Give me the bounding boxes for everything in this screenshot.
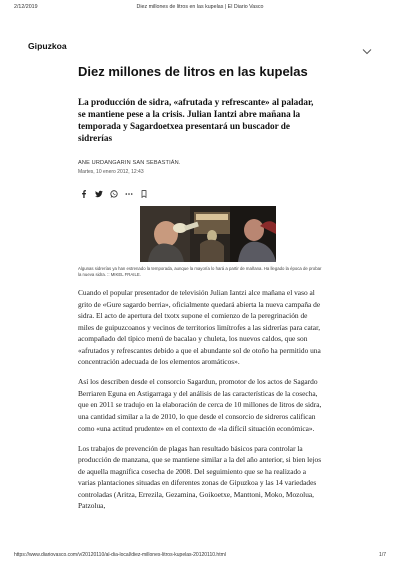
byline (78, 160, 318, 175)
print-url: https://www.diariovasco.com/v/20120110/al-dia-local/diez-millones-litros-kupelas-20120110.html (14, 552, 226, 558)
article-photo (140, 206, 276, 262)
bookmark-icon[interactable] (140, 185, 148, 193)
print-header (14, 4, 386, 16)
photo-caption: Algunas sidrerías ya han estrenado la temporada, aunque la mayoría lo hará a partir de mañana. Ha llegado la época de probar la nueva sidra. :: MIKEL FRAILE. (78, 266, 322, 277)
twitter-icon[interactable] (95, 185, 103, 193)
print-date: 2/12/2019 (14, 4, 38, 10)
chevron-down-icon[interactable] (362, 42, 372, 49)
share-bar (80, 184, 148, 194)
print-footer (14, 552, 386, 562)
article-lead: La producción de sidra, «afrutada y refrescante» al paladar, se mantiene pese a la crisis. Julian Iantzi abre mañana la temporada y Sagardoetxea presentará un buscador de sidrerías (78, 97, 314, 144)
whatsapp-icon[interactable] (110, 185, 118, 193)
article-paragraph: Así los describen desde el consorcio Sagardun, promotor de los actos de Sagardo Berriaren Eguna en Astigarraga y del análisis de las características de la cosecha, que en 2011 se tradujo en la elaboración de cerca de 10 millones de litros de sidra, una cantidad similar a la de 2010, lo que desde el consorcio de sidreros califican como «una actitud prudente» en el contexto de «la difícil situación económica». (78, 377, 322, 433)
section-bar (28, 41, 372, 55)
author-name: ANE URDANGARIN SAN SEBASTIÁN. (78, 160, 181, 166)
page-number: 1/7 (379, 552, 386, 558)
article-paragraph: Cuando el popular presentador de televisión Julian Iantzi alce mañana el vaso al grito de «Gure sagardo berria», oficialmente quedará abierta la nueva campaña de sidra. El acto de apertura del txotx supone el comienzo de la peregrinación de miles de guipuzcoanos y vecinos de territorios limítrofes a las sidrerías para catar, acompañado del típico menú de bacalao y chuleta, los nuevos caldos, que son «afrutados y refrescantes debido a que el abundante sol de otoño ha permitido una concentración adecuada de los elementos aromáticos». (78, 288, 321, 367)
article-paragraph: Los trabajos de prevención de plagas han resultado básicos para controlar la producción de manzana, que se mantiene similar a la del año anterior, si bien lejos de aquella magnífica cosecha de 2008. Del seguimiento que se ha realizado a varias plantaciones situadas en diferentes zonas de Gipuzkoa y las 14 variedades controladas (Aritza, Errezila, Gezamina, Goikoetxe, Manttoni, Moko, Mozolua, Patzolua, (78, 443, 322, 511)
facebook-icon[interactable] (80, 185, 88, 193)
publish-date: Martes, 10 enero 2012, 12:43 (78, 169, 144, 175)
section-link[interactable]: Gipuzkoa (28, 41, 67, 51)
article-headline: Diez millones de litros en las kupelas (78, 64, 308, 79)
print-page-title: Diez millones de litros en las kupelas | El Diario Vasco (136, 4, 264, 10)
article-body (78, 287, 324, 520)
more-icon[interactable] (125, 185, 133, 193)
